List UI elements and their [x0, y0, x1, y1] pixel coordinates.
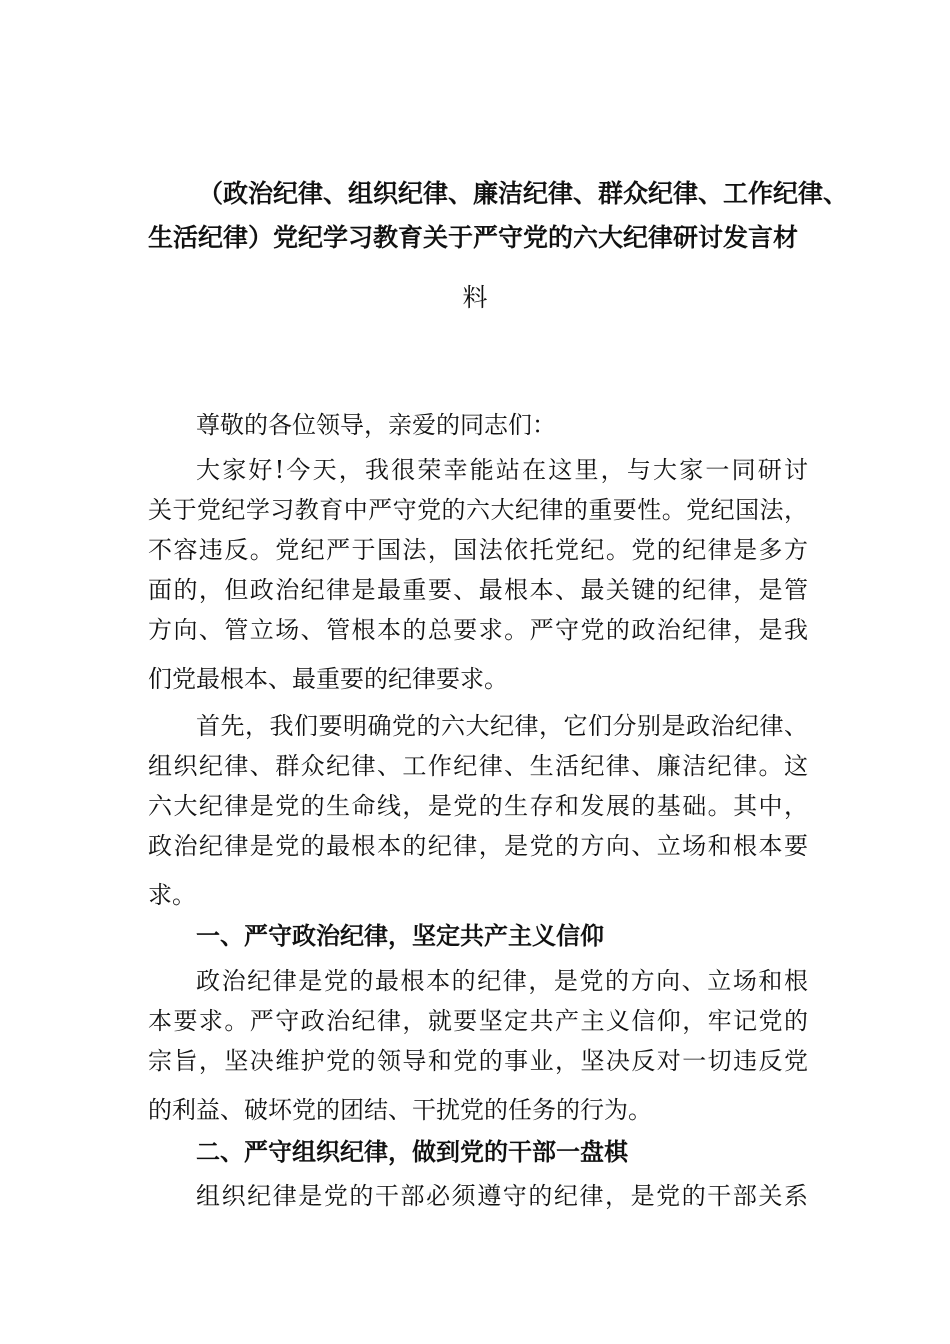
paragraph-2-line-2: 组织纪律、群众纪律、工作纪律、生活纪律、廉洁纪律。这 — [148, 752, 808, 780]
paragraph-1-line-6: 们党最根本、最重要的纪律要求。 — [148, 665, 508, 693]
paragraph-3-line-3: 宗旨，坚决维护党的领导和党的事业，坚决反对一切违反党 — [148, 1047, 808, 1075]
salutation: 尊敬的各位领导，亲爱的同志们： — [196, 411, 556, 439]
document-title-line-2: 生活纪律）党纪学习教育关于严守党的六大纪律研讨发言材 — [148, 223, 799, 252]
paragraph-2-line-3: 六大纪律是党的生命线，是党的生存和发展的基础。其中， — [148, 792, 808, 820]
paragraph-1-line-3: 不容违反。党纪严于国法，国法依托党纪。党的纪律是多方 — [148, 536, 808, 564]
paragraph-2-line-4: 政治纪律是党的最根本的纪律，是党的方向、立场和根本要 — [148, 832, 808, 860]
paragraph-1-line-5: 方向、管立场、管根本的总要求。严守党的政治纪律，是我 — [148, 616, 808, 644]
paragraph-1-line-2: 关于党纪学习教育中严守党的六大纪律的重要性。党纪国法， — [148, 496, 808, 524]
paragraph-4-line-1: 组织纪律是党的干部必须遵守的纪律，是党的干部关系 — [196, 1182, 808, 1210]
paragraph-3-line-4: 的利益、破坏党的团结、干扰党的任务的行为。 — [148, 1096, 652, 1124]
document-title-line-1: （政治纪律、组织纪律、廉洁纪律、群众纪律、工作纪律、 — [198, 179, 849, 208]
document-title-line-3: 料 — [462, 283, 488, 312]
section-heading-1: 一、严守政治纪律，坚定共产主义信仰 — [196, 922, 604, 950]
paragraph-1-line-4: 面的，但政治纪律是最重要、最根本、最关键的纪律，是管 — [148, 576, 808, 604]
section-heading-2: 二、严守组织纪律，做到党的干部一盘棋 — [196, 1138, 628, 1166]
paragraph-2-line-5: 求。 — [148, 881, 196, 909]
paragraph-3-line-2: 本要求。严守政治纪律，就要坚定共产主义信仰，牢记党的 — [148, 1007, 808, 1035]
paragraph-2-line-1: 首先，我们要明确党的六大纪律，它们分别是政治纪律、 — [196, 712, 808, 740]
paragraph-1-line-1: 大家好!今天，我很荣幸能站在这里，与大家一同研讨 — [196, 456, 808, 484]
paragraph-3-line-1: 政治纪律是党的最根本的纪律，是党的方向、立场和根 — [196, 967, 808, 995]
